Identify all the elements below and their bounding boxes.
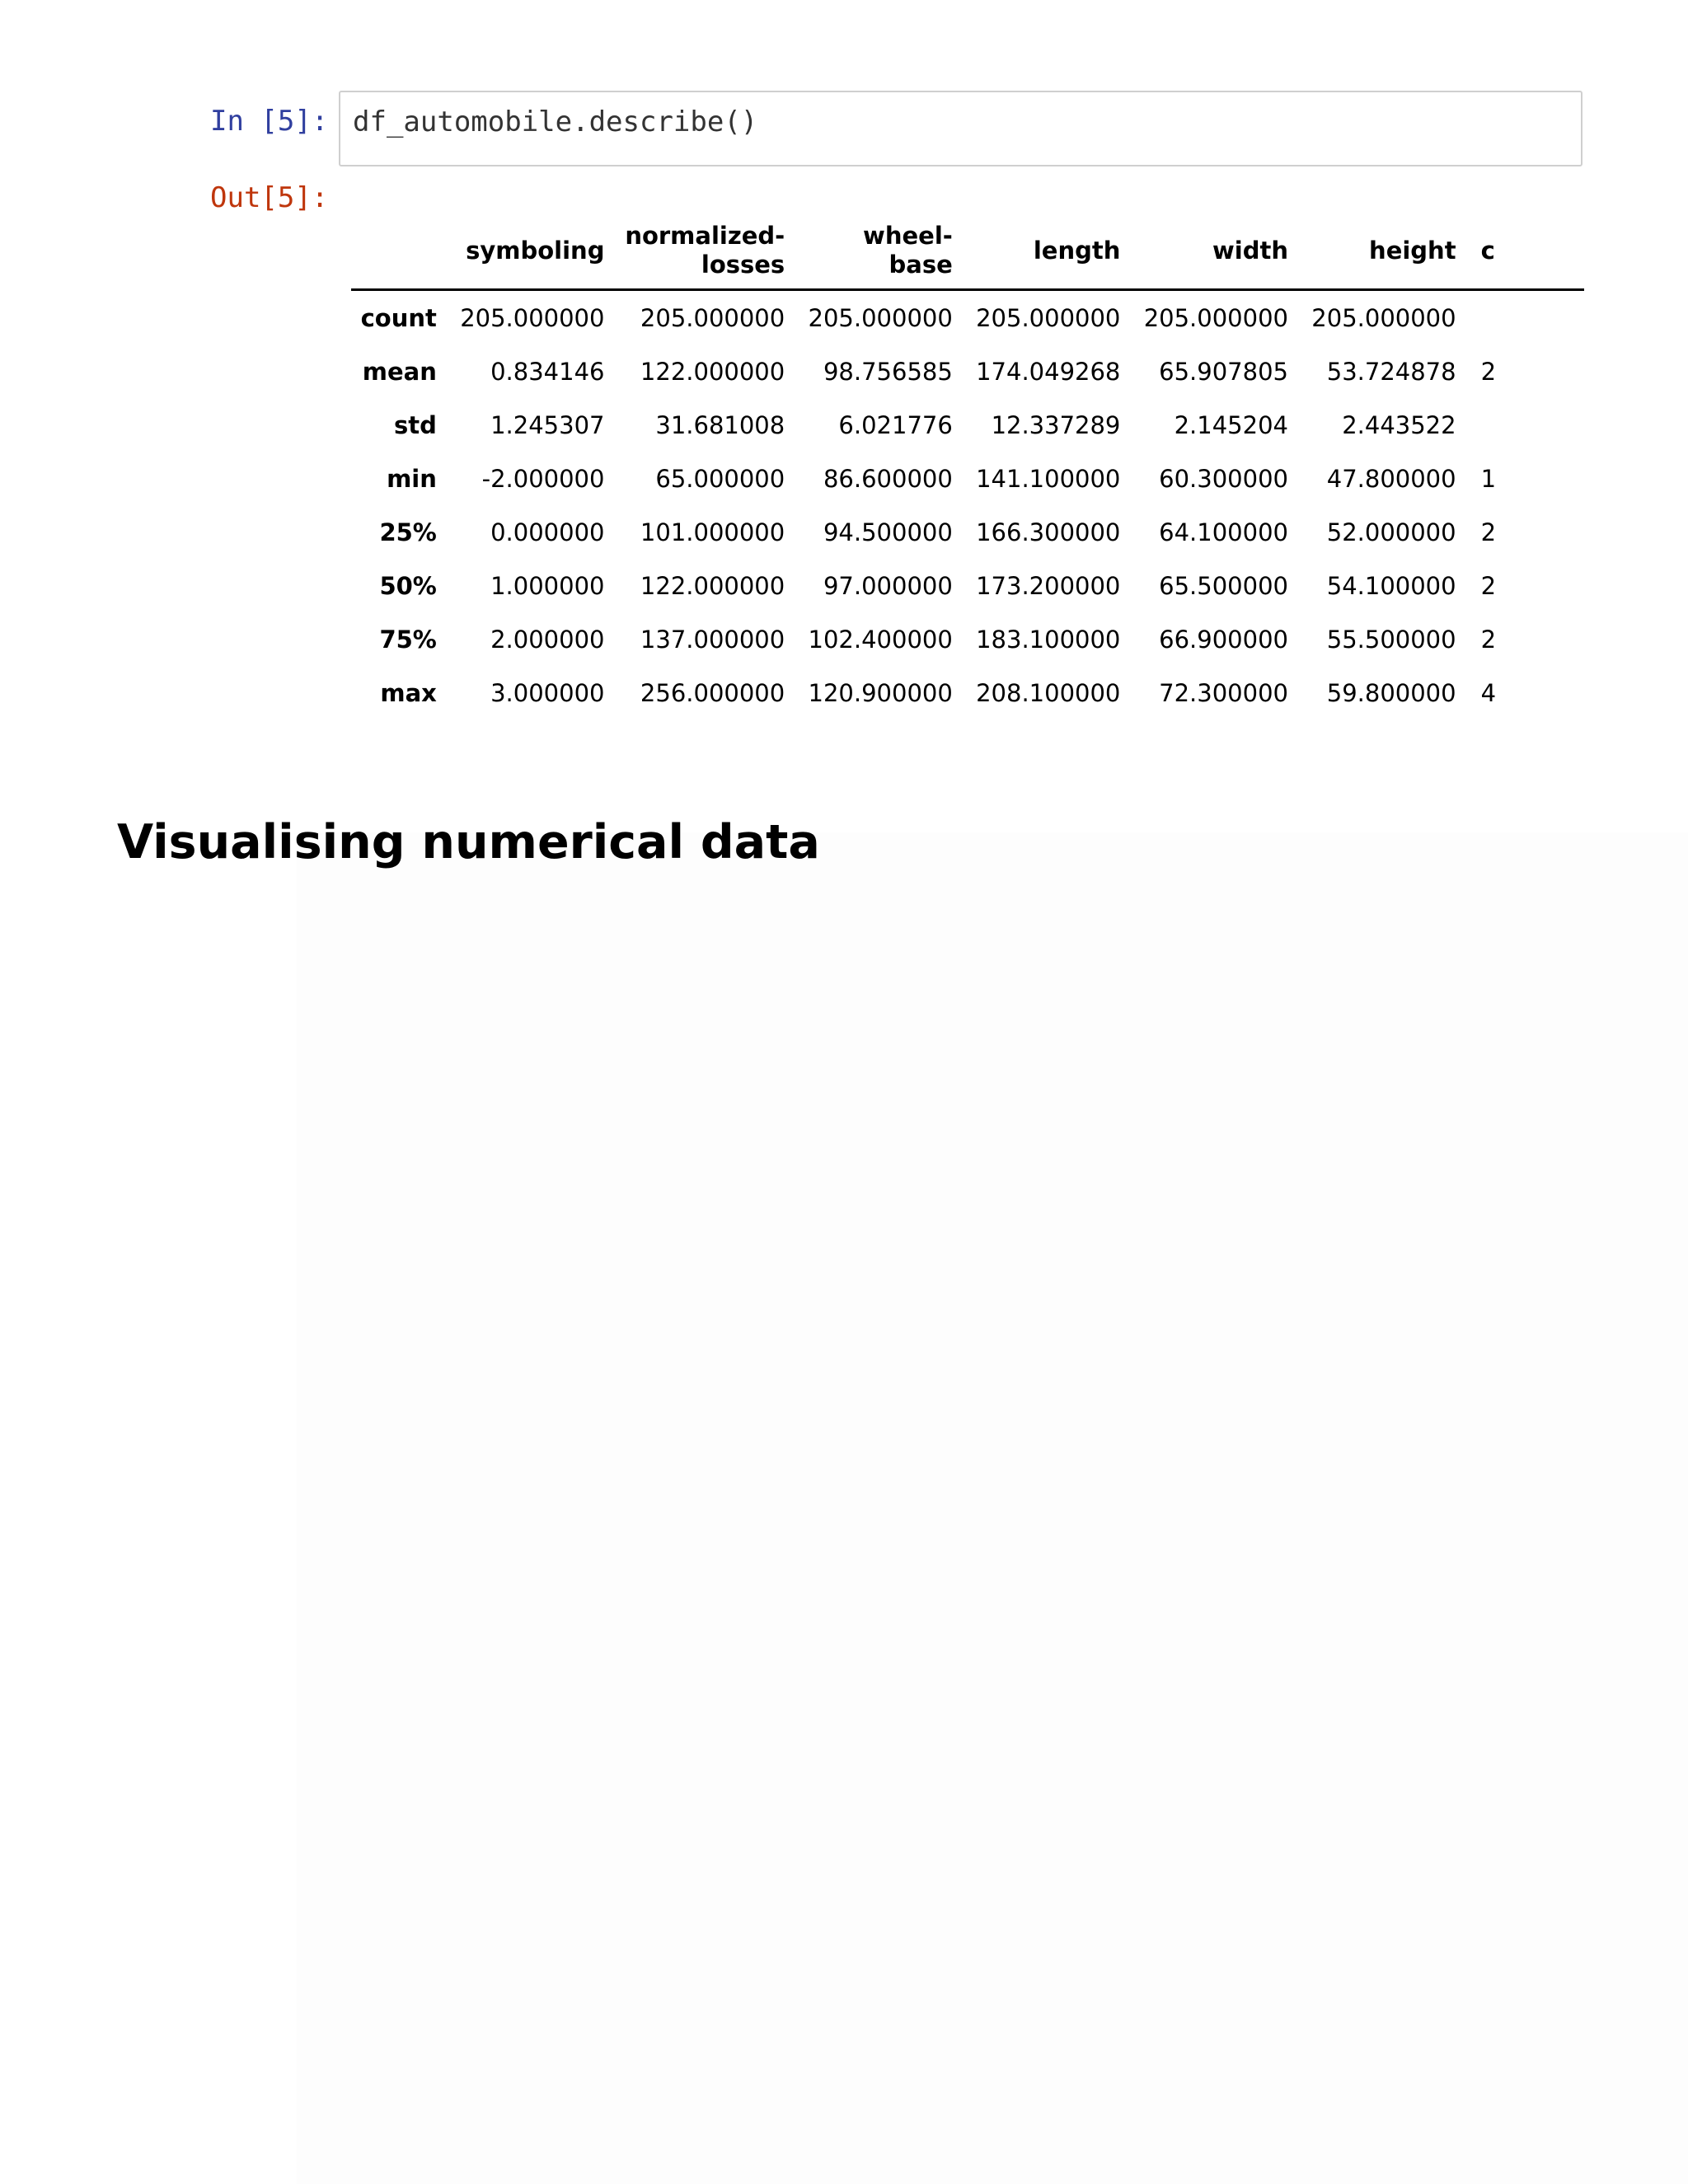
output-prompt: Out[5]: [210, 181, 329, 214]
table-cell: 101.000000 [640, 518, 785, 546]
table-row [351, 290, 1584, 345]
table-row [351, 398, 1584, 452]
table-cell: 60.300000 [1159, 464, 1288, 493]
row-label: mean [362, 357, 437, 386]
table-cell: 0.000000 [490, 518, 605, 546]
table-cell: 205.000000 [640, 303, 785, 332]
table-cell: 141.100000 [976, 464, 1121, 493]
table-row [351, 559, 1584, 612]
column-header-height: height [1288, 213, 1456, 290]
column-header-symboling: symboling [437, 213, 605, 290]
row-label: max [380, 678, 437, 707]
section-heading: Visualising numerical data [117, 815, 820, 869]
table-row [351, 505, 1584, 559]
code-cell-input[interactable] [339, 91, 1582, 166]
table-cell: 183.100000 [976, 625, 1121, 654]
table-row [351, 452, 1584, 505]
table-cell: 122.000000 [640, 571, 785, 600]
row-label: std [393, 410, 437, 439]
table-cell: 102.400000 [808, 625, 953, 654]
table-cell: 205.000000 [460, 303, 605, 332]
row-label: 50% [379, 571, 437, 600]
table-cell: 173.200000 [976, 571, 1121, 600]
row-label: min [387, 464, 437, 493]
table-cell: 208.100000 [976, 678, 1121, 707]
table-cell: 65.500000 [1159, 571, 1288, 600]
table-cell: 65.000000 [655, 464, 785, 493]
table-cell: 1.000000 [490, 571, 605, 600]
table-cell-truncated: 1 [1480, 464, 1497, 493]
table-cell: 205.000000 [808, 303, 953, 332]
column-header-length: length [953, 213, 1121, 290]
table-cell: 12.337289 [991, 410, 1121, 439]
row-label: 25% [379, 518, 437, 546]
table-cell: 174.049268 [976, 357, 1121, 386]
table-cell: 2.443522 [1342, 410, 1456, 439]
table-cell: 53.724878 [1326, 357, 1456, 386]
table-cell-truncated: 2 [1480, 625, 1497, 654]
table-cell: 94.500000 [823, 518, 953, 546]
column-header-normalized-losses: normalized- losses [604, 213, 785, 290]
table-cell: 31.681008 [655, 410, 785, 439]
table-cell: 55.500000 [1326, 625, 1456, 654]
table-header-row [351, 213, 1584, 290]
input-prompt: In [5]: [210, 105, 329, 138]
table-cell-truncated [1456, 398, 1584, 452]
table-row [351, 666, 1584, 719]
column-header-truncated: c [1456, 213, 1584, 290]
output-area [351, 213, 1584, 724]
table-cell-truncated [1456, 290, 1584, 345]
page-background [297, 832, 1688, 2184]
column-header-wheel-base: wheel- base [785, 213, 953, 290]
table-cell: 52.000000 [1326, 518, 1456, 546]
table-cell: 6.021776 [838, 410, 953, 439]
table-cell-truncated: 2 [1480, 571, 1497, 600]
describe-table [351, 213, 1584, 719]
table-cell: 66.900000 [1159, 625, 1288, 654]
table-cell: 2.000000 [490, 625, 605, 654]
table-cell: 72.300000 [1159, 678, 1288, 707]
table-cell: -2.000000 [481, 464, 605, 493]
code-text[interactable]: df_automobile.describe() [353, 105, 758, 138]
table-cell-truncated: 4 [1480, 678, 1497, 707]
table-cell: 64.100000 [1159, 518, 1288, 546]
column-header-width: width [1120, 213, 1288, 290]
table-cell: 3.000000 [490, 678, 605, 707]
table-row [351, 612, 1584, 666]
table-cell: 120.900000 [808, 678, 953, 707]
table-cell: 2.145204 [1174, 410, 1288, 439]
table-row [351, 344, 1584, 398]
table-cell: 205.000000 [1143, 303, 1288, 332]
table-cell: 0.834146 [490, 357, 605, 386]
table-cell: 205.000000 [1311, 303, 1456, 332]
table-cell: 166.300000 [976, 518, 1121, 546]
table-cell: 97.000000 [823, 571, 953, 600]
row-label: 75% [379, 625, 437, 654]
table-cell: 98.756585 [823, 357, 953, 386]
index-header [351, 213, 437, 290]
table-cell: 65.907805 [1159, 357, 1288, 386]
table-cell: 1.245307 [490, 410, 605, 439]
table-cell: 59.800000 [1326, 678, 1456, 707]
table-cell: 47.800000 [1326, 464, 1456, 493]
table-cell-truncated: 2 [1480, 518, 1497, 546]
row-label: count [360, 303, 437, 332]
table-cell: 122.000000 [640, 357, 785, 386]
table-cell: 205.000000 [976, 303, 1121, 332]
table-cell: 86.600000 [823, 464, 953, 493]
table-cell: 54.100000 [1326, 571, 1456, 600]
table-cell-truncated: 2 [1480, 357, 1497, 386]
table-cell: 137.000000 [640, 625, 785, 654]
table-cell: 256.000000 [640, 678, 785, 707]
